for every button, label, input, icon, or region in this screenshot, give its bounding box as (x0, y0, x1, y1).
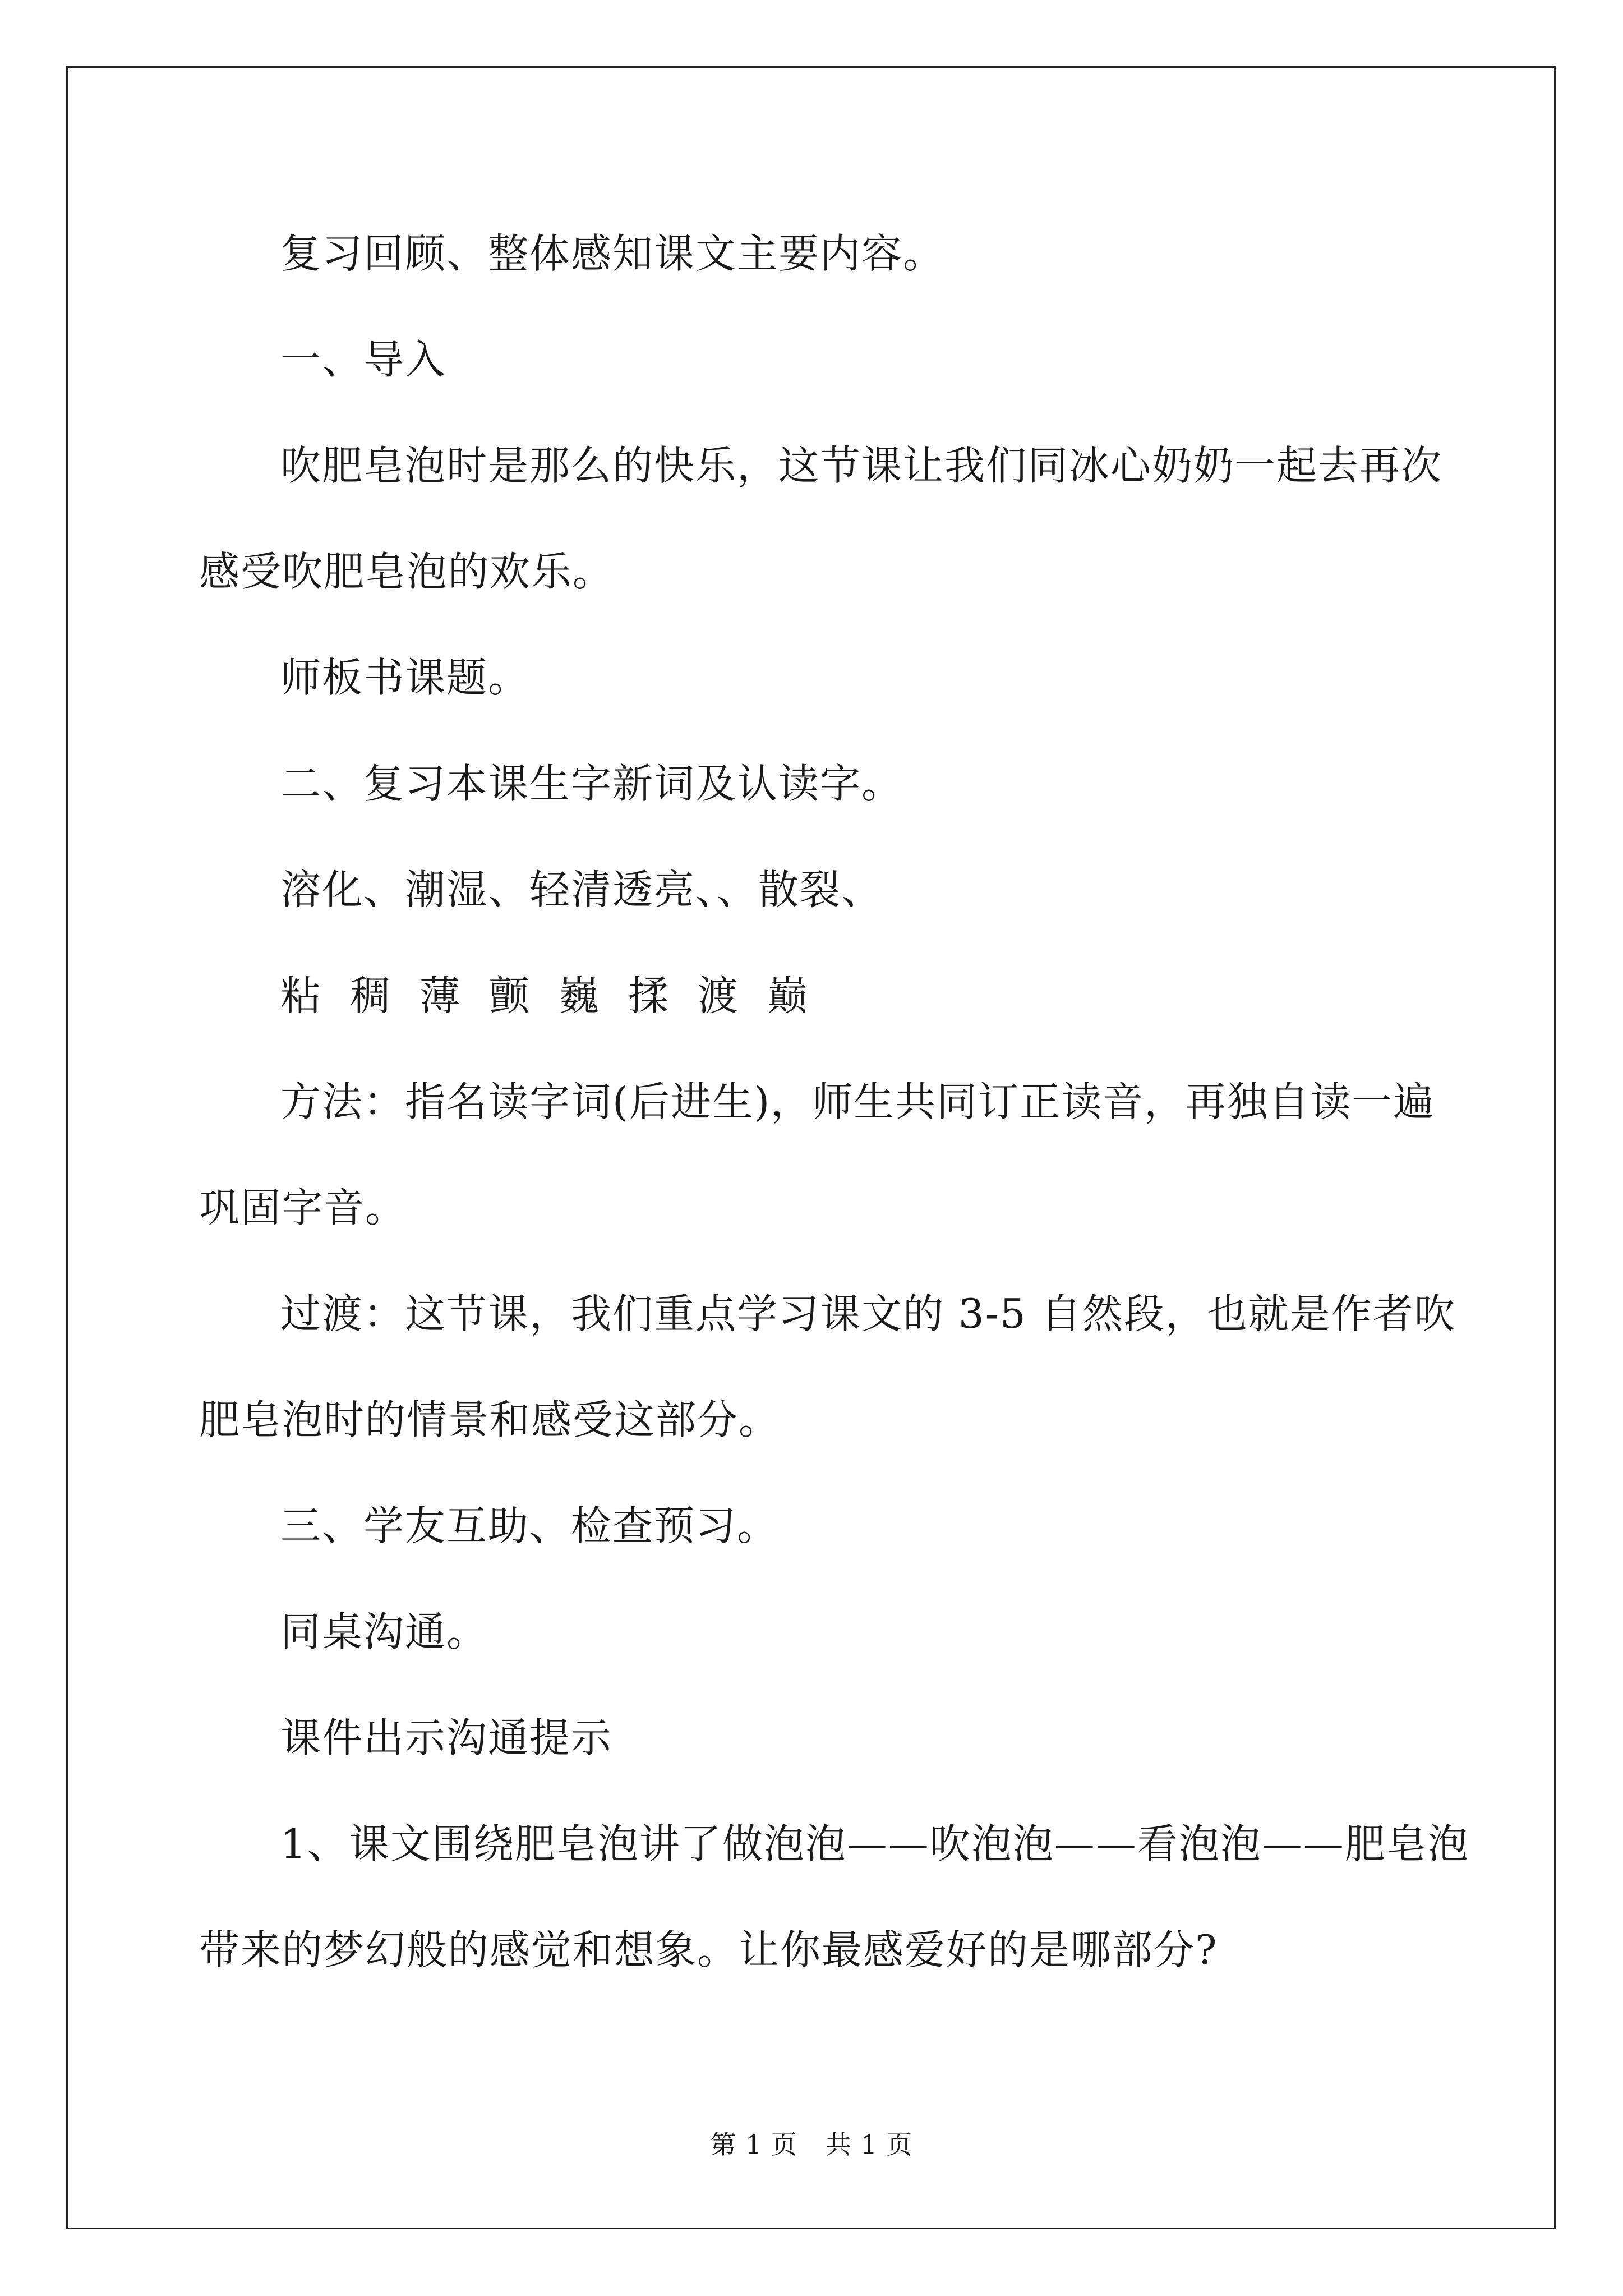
paragraph-question-line1: 1、课文围绕肥皂泡讲了做泡泡——吹泡泡——看泡泡——肥皂泡 (280, 1820, 1469, 1867)
page-border (66, 66, 1556, 2229)
paragraph-desk-mates: 同桌沟通。 (280, 1608, 488, 1655)
paragraph-question-line2: 带来的梦幻般的感觉和想象。让你最感爱好的是哪部分? (199, 1926, 1218, 1973)
heading-intro: 一、导入 (280, 336, 447, 383)
paragraph-courseware-tips: 课件出示沟通提示 (280, 1714, 613, 1761)
page-number-current: 第 1 页 (710, 2129, 797, 2160)
paragraph-method-line1: 方法：指名读字词(后进生)，师生共同订正读音，再独自读一遍 (280, 1078, 1435, 1125)
page-footer (0, 2129, 1623, 2160)
page-number-total: 共 1 页 (826, 2129, 913, 2160)
paragraph-board-title: 师板书课题。 (280, 654, 530, 701)
heading-review-words: 二、复习本课生字新词及认读字。 (280, 760, 903, 807)
paragraph-transition-line2: 肥皂泡时的情景和感受这部分。 (199, 1396, 781, 1443)
paragraph-intro-line2: 感受吹肥皂泡的欢乐。 (199, 548, 615, 595)
paragraph-method-line2: 巩固字音。 (199, 1184, 407, 1231)
paragraph-transition-line1: 过渡：这节课，我们重点学习课文的 3-5 自然段，也就是作者吹 (280, 1290, 1456, 1337)
paragraph-word-list: 溶化、潮湿、轻清透亮、、散裂、 (280, 866, 883, 913)
paragraph-review: 复习回顾、整体感知课文主要内容。 (280, 230, 945, 277)
paragraph-intro-line1: 吹肥皂泡时是那么的快乐，这节课让我们同冰心奶奶一起去再次 (280, 442, 1443, 489)
heading-peer-help: 三、学友互助、检查预习。 (280, 1502, 779, 1549)
paragraph-character-list: 粘稠薄颤巍揉渡巅 (280, 972, 837, 1019)
